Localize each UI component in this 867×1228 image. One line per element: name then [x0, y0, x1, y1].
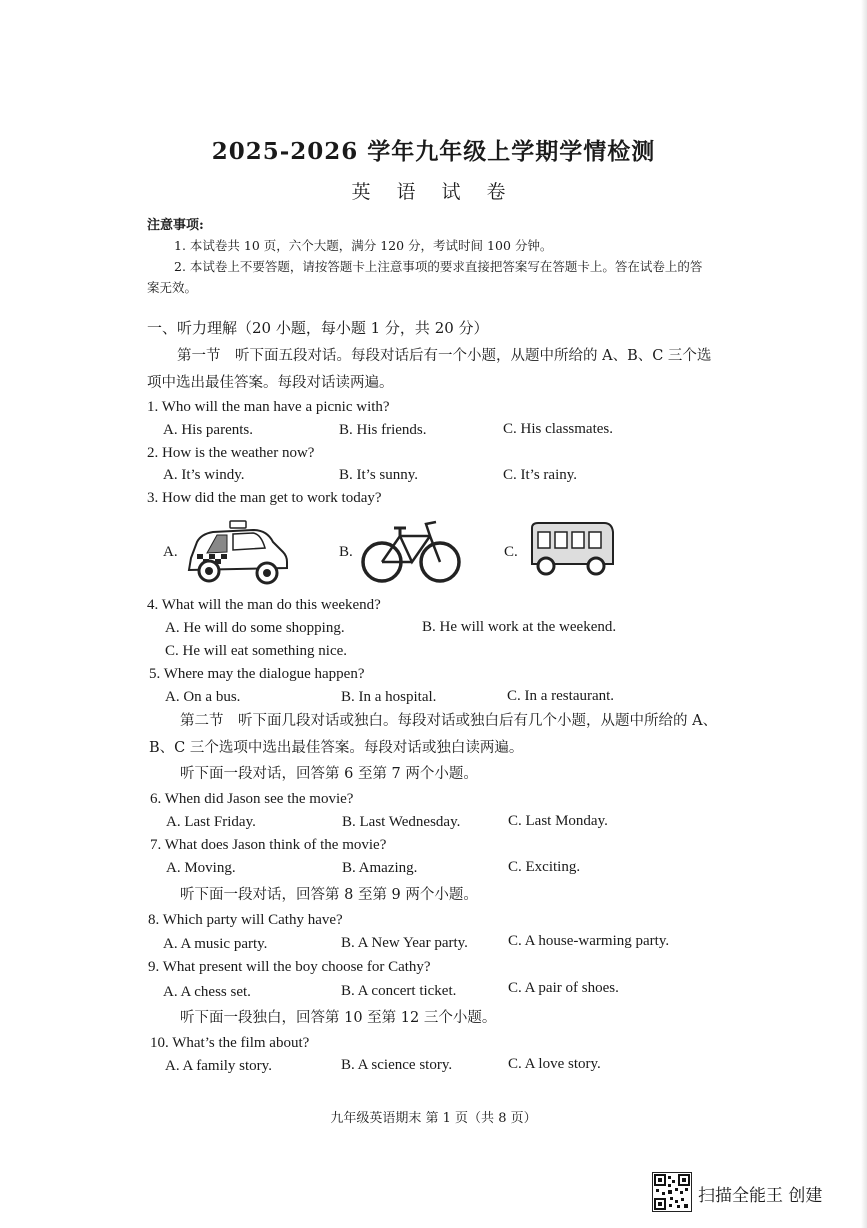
taxi-icon: [183, 518, 291, 586]
question-5: 5. Where may the dialogue happen?: [149, 666, 365, 682]
qr-code-icon: [652, 1172, 692, 1212]
note-item-1: 1. 本试卷共 10 页，六个大题，满分 120 分，考试时间 100 分钟。: [174, 238, 553, 253]
section-heading: 一、听力理解（20 小题，每小题 1 分，共 20 分）: [147, 319, 489, 337]
q10-option-c: C. A love story.: [508, 1056, 601, 1072]
question-7: 7. What does Jason think of the movie?: [150, 837, 387, 853]
q1-option-c: C. His classmates.: [503, 421, 613, 437]
page-footer: 九年级英语期末 第 1 页（共 8 页）: [330, 1111, 537, 1126]
question-8: 8. Which party will Cathy have?: [148, 912, 343, 928]
bicycle-icon: [360, 516, 462, 586]
note-item-2-cont: 案无效。: [147, 280, 198, 295]
q5-option-b: B. In a hospital.: [341, 689, 437, 705]
exam-subtitle: 英 语 试 卷: [351, 181, 516, 203]
q1-option-a: A. His parents.: [163, 422, 253, 438]
q2-option-c: C. It’s rainy.: [503, 467, 578, 483]
question-10: 10. What’s the film about?: [150, 1035, 310, 1051]
q3-option-c: C.: [504, 544, 518, 560]
notes-heading: 注意事项:: [147, 218, 204, 233]
q5-option-a: A. On a bus.: [165, 689, 241, 705]
instructions-q8-q9: 听下面一段对话，回答第 8 至第 9 两个小题。: [180, 887, 478, 903]
part2-instructions: 第二节 听下面几段对话或独白。每段对话或独白后有几个小题，从题中所给的 A、: [180, 713, 718, 729]
q1-option-b: B. His friends.: [339, 422, 427, 438]
question-4: 4. What will the man do this weekend?: [147, 597, 381, 613]
note-item-2: 2. 本试卷上不要答题，请按答题卡上注意事项的要求直接把答案写在答题卡上。答在试卷上的答: [174, 259, 703, 274]
question-9: 9. What present will the boy choose for Cathy?: [148, 959, 431, 975]
q2-option-b: B. It’s sunny.: [339, 467, 419, 483]
q9-option-c: C. A pair of shoes.: [508, 980, 619, 996]
q4-option-c: C. He will eat something nice.: [165, 643, 348, 659]
instructions-q10-q12: 听下面一段独白，回答第 10 至第 12 三个小题。: [180, 1010, 497, 1026]
part1-instructions-cont: 项中选出最佳答案。每段对话读两遍。: [147, 375, 394, 391]
q8-option-b: B. A New Year party.: [341, 935, 468, 951]
q10-option-b: B. A science story.: [341, 1057, 453, 1073]
q9-option-a: A. A chess set.: [163, 984, 251, 1000]
bus-icon: [528, 520, 616, 578]
q5-option-c: C. In a restaurant.: [507, 688, 615, 704]
question-2: 2. How is the weather now?: [147, 445, 315, 461]
q6-option-b: B. Last Wednesday.: [342, 814, 461, 830]
exam-title: 2025-2026 学年九年级上学期学情检测: [211, 138, 656, 165]
question-6: 6. When did Jason see the movie?: [150, 791, 354, 807]
question-1: 1. Who will the man have a picnic with?: [147, 399, 390, 415]
q6-option-c: C. Last Monday.: [508, 813, 608, 829]
page-edge-shadow: [861, 0, 867, 1228]
q7-option-a: A. Moving.: [166, 860, 236, 876]
q4-option-b: B. He will work at the weekend.: [422, 619, 617, 635]
q7-option-b: B. Amazing.: [342, 860, 418, 876]
q2-option-a: A. It’s windy.: [163, 467, 245, 483]
q8-option-c: C. A house-warming party.: [508, 933, 670, 949]
instructions-q6-q7: 听下面一段对话，回答第 6 至第 7 两个小题。: [180, 766, 478, 782]
q6-option-a: A. Last Friday.: [166, 814, 256, 830]
q8-option-a: A. A music party.: [163, 936, 268, 952]
q4-option-a: A. He will do some shopping.: [165, 620, 345, 636]
q10-option-a: A. A family story.: [165, 1058, 272, 1074]
scanner-watermark: 扫描全能王 创建: [698, 1186, 823, 1206]
part2-instructions-cont: B、C 三个选项中选出最佳答案。每段对话或独白读两遍。: [149, 740, 524, 756]
q3-option-b: B.: [339, 544, 353, 560]
question-3: 3. How did the man get to work today?: [147, 490, 382, 506]
part1-instructions: 第一节 听下面五段对话。每段对话后有一个小题，从题中所给的 A、B、C 三个选: [177, 348, 712, 364]
q9-option-b: B. A concert ticket.: [341, 983, 457, 999]
q7-option-c: C. Exciting.: [508, 859, 581, 875]
q3-option-a: A.: [163, 544, 178, 560]
